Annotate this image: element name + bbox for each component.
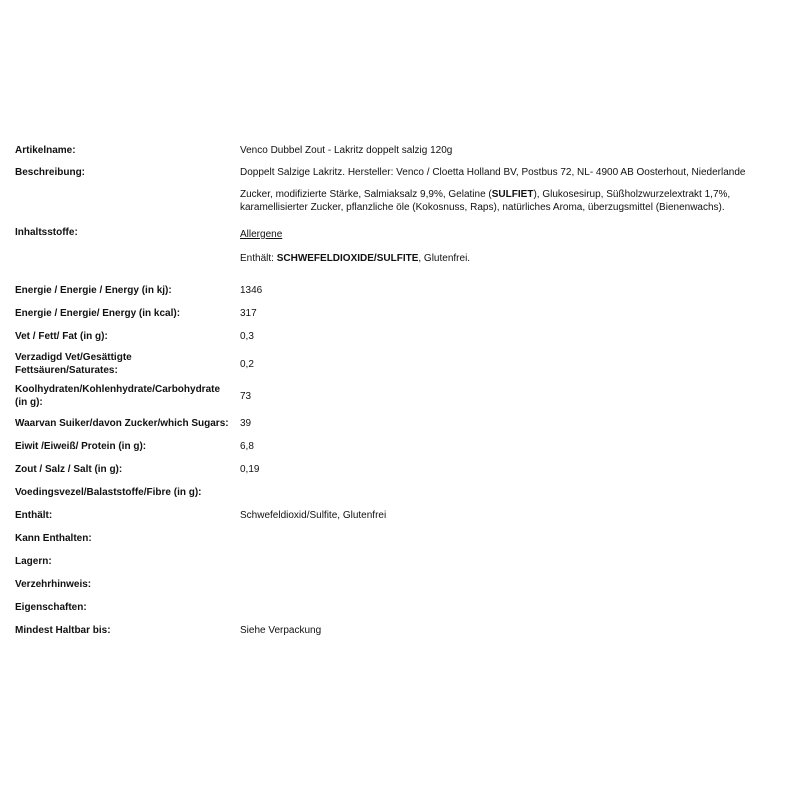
- contains-text: Enthält: SCHWEFELDIOXIDE/SULFITE, Glutenfrei.: [240, 253, 471, 264]
- ingredients-text: Zucker, modifizierte Stärke, Salmiaksalz 9,9%, Gelatine (SULFIET), Glukosesirup, Süßholzwurzelextrakt 1,7%, karamellisierter Zucker, pflanzliche öle (Kokosnuss, Raps), natürliches Aroma, überzugsmittel (Bienenwachs).: [240, 189, 731, 213]
- value-inhaltsstoffe: [240, 226, 795, 265]
- label-fat: Vet / Fett/ Fat (in g):: [15, 331, 108, 342]
- value-haltbar: Siehe Verpackung: [240, 625, 322, 636]
- product-info-table: [15, 139, 795, 642]
- value-carbohydrate: 73: [240, 390, 252, 402]
- row-saturates: [15, 348, 795, 380]
- label-protein: Eiwit /Eiweiß/ Protein (in g):: [15, 441, 147, 452]
- label-energy-kj: Energie / Energie / Energy (in kj):: [15, 285, 172, 296]
- row-salt: [15, 458, 795, 481]
- row-energy-kj: [15, 279, 795, 302]
- row-kann-enthalten: [15, 527, 795, 550]
- row-protein: [15, 435, 795, 458]
- value-artikelname: Venco Dubbel Zout - Lakritz doppelt salzig 120g: [240, 145, 453, 156]
- label-energy-kcal: Energie / Energie/ Energy (in kcal):: [15, 308, 181, 319]
- label-artikelname: Artikelname:: [15, 145, 76, 156]
- row-haltbar: [15, 619, 795, 642]
- value-fat: 0,3: [240, 331, 254, 342]
- value-sugars: 39: [240, 418, 252, 429]
- row-inhaltsstoffe: [15, 221, 795, 279]
- label-sugars: Waarvan Suiker/davon Zucker/which Sugars:: [15, 418, 229, 429]
- row-lagern: [15, 550, 795, 573]
- value-energy-kj: 1346: [240, 285, 263, 296]
- label-beschreibung: Beschreibung:: [15, 167, 86, 178]
- row-sugars: [15, 412, 795, 435]
- sulfiet-bold: SULFIET: [491, 189, 534, 200]
- row-verzehrhinweis: [15, 573, 795, 596]
- contains-bold: SCHWEFELDIOXIDE/SULFITE: [276, 253, 419, 264]
- row-energy-kcal: [15, 302, 795, 325]
- value-salt: 0,19: [240, 464, 260, 475]
- label-enthaelt: Enthält:: [15, 510, 53, 521]
- value-energy-kcal: 317: [240, 308, 257, 319]
- value-protein: 6,8: [240, 441, 254, 452]
- value-enthaelt: Schwefeldioxid/Sulfite, Glutenfrei: [240, 510, 387, 521]
- value-beschreibung: [240, 166, 795, 214]
- label-inhaltsstoffe: Inhaltsstoffe:: [15, 227, 78, 238]
- label-verzehrhinweis: Verzehrhinweis:: [15, 579, 92, 590]
- label-saturates: Verzadigd Vet/Gesättigte Fettsäuren/Saturates:: [15, 352, 132, 376]
- row-artikelname: [15, 139, 795, 161]
- row-carbohydrate: [15, 380, 795, 412]
- value-saturates: 0,2: [240, 358, 254, 370]
- label-fibre: Voedingsvezel/Balaststoffe/Fibre (in g):: [15, 487, 202, 498]
- allergene-link[interactable]: Allergene: [240, 229, 283, 240]
- label-eigenschaften: Eigenschaften:: [15, 602, 87, 613]
- row-beschreibung: [15, 161, 795, 221]
- row-enthaelt: [15, 504, 795, 527]
- row-eigenschaften: [15, 596, 795, 619]
- label-salt: Zout / Salz / Salt (in g):: [15, 464, 123, 475]
- row-fat: [15, 325, 795, 348]
- label-kann-enthalten: Kann Enthalten:: [15, 533, 92, 544]
- label-carbohydrate: Koolhydraten/Kohlenhydrate/Carbohydrate (in g):: [15, 384, 221, 408]
- row-fibre: [15, 481, 795, 504]
- label-lagern: Lagern:: [15, 556, 52, 567]
- label-haltbar: Mindest Haltbar bis:: [15, 625, 111, 636]
- description-text: Doppelt Salzige Lakritz. Hersteller: Venco / Cloetta Holland BV, Postbus 72, NL- 4900 AB Oosterhout, Niederlande: [240, 167, 746, 178]
